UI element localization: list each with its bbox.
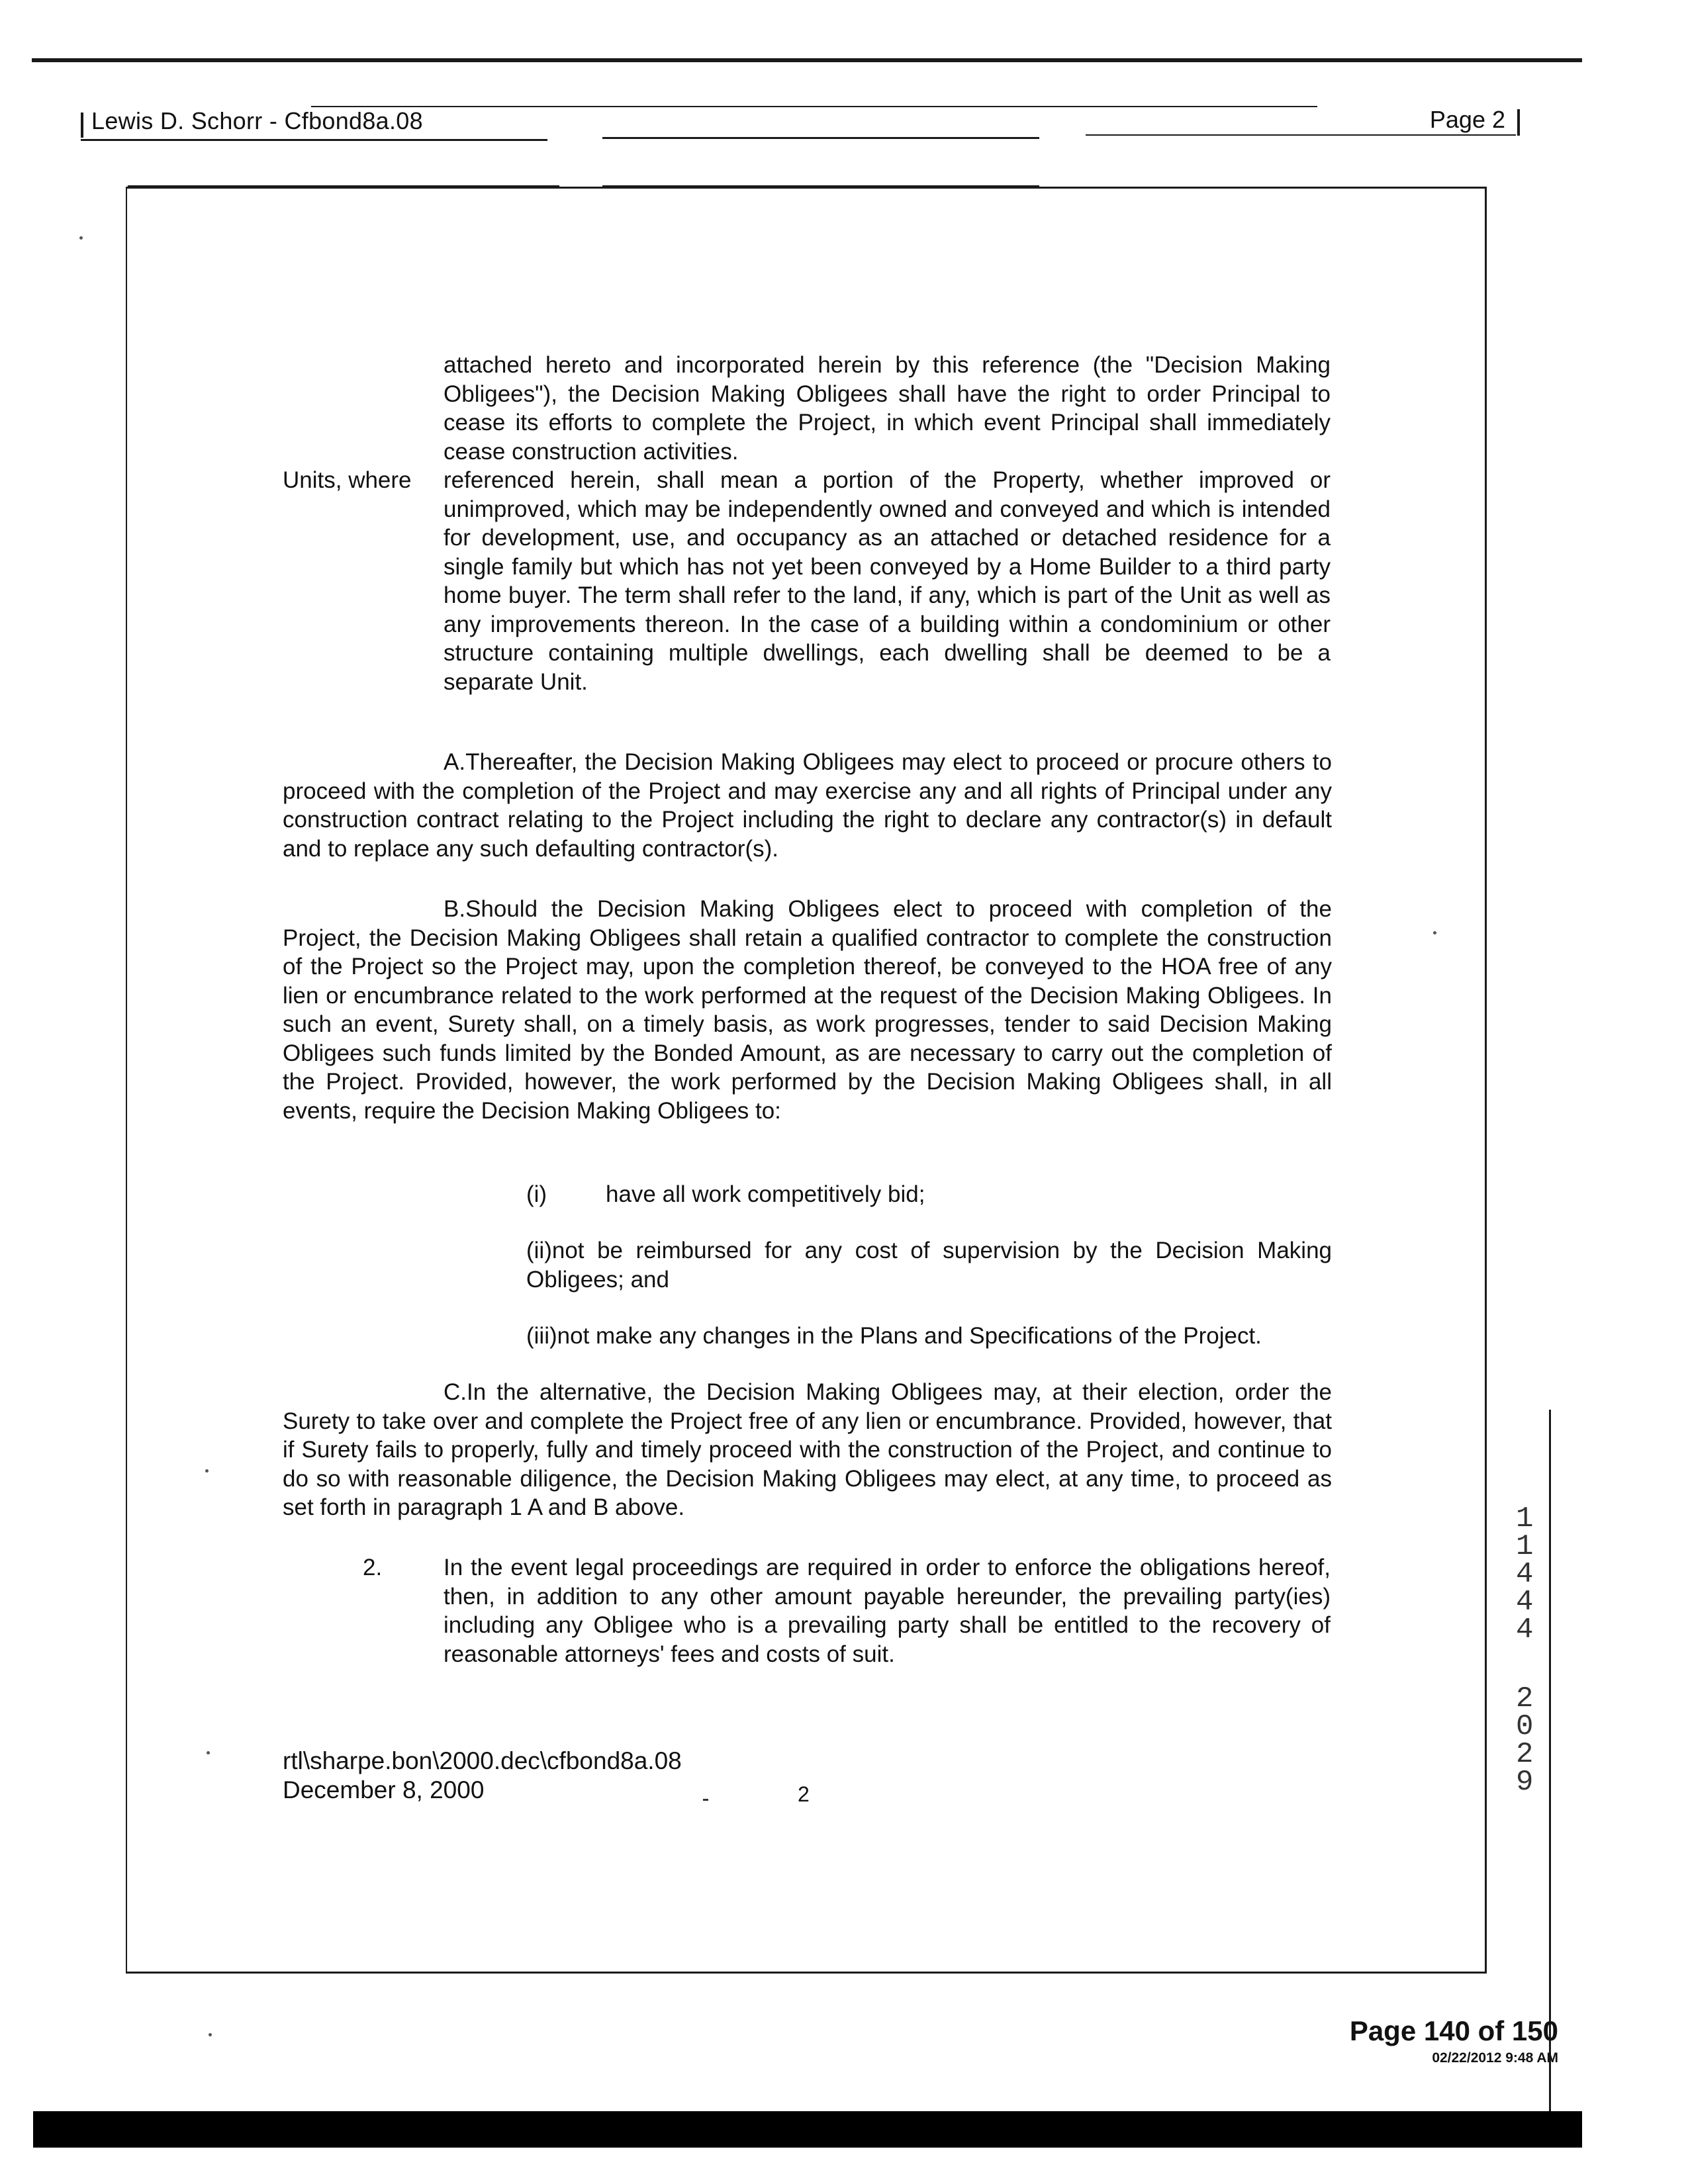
- paragraph-b: B.Should the Decision Making Obligees elect to proceed with completion of the Project, the Decision Making Obligees shall retain a qualified contractor to complete the construction of the Project so the Project may, upon the completion thereof, be conveyed to the HOA free of any lien or encumbrance related to the work performed at the request of the Decision Making Obligees. In such an event, Surety shall, on a timely basis, as work progresses, tender to said Decision Making Obligees such funds limited by the Bonded Amount, as are necessary to carry out the completion of the Project. Provided, however, the work performed by the Decision Making Obligees shall, in all events, require the Decision Making Obligees to:: [283, 896, 1332, 1124]
- header-topline: [311, 106, 1317, 107]
- item-iii: (iii)not make any changes in the Plans and Specifications of the Project.: [526, 1323, 1262, 1349]
- footer-file-path: rtl\sharpe.bon\2000.dec\cfbond8a.08: [283, 1747, 682, 1774]
- header-left-label: Lewis D. Schorr - Cfbond8a.08: [91, 107, 423, 134]
- scan-speck: [1433, 931, 1436, 934]
- paragraph-a: A.Thereafter, the Decision Making Obligees may elect to proceed or procure others to proceed with the completion of the Project and may exercise any and all rights of Principal under any construction contract relating to the Project including the right to declare any contractor(s) in default and to replace any such defaulting contractor(s).: [283, 749, 1332, 862]
- stamp-digit: 4: [1516, 1558, 1534, 1591]
- stamp-digit: 2: [1516, 1738, 1534, 1771]
- page-timestamp: 02/22/2012 9:48 AM: [1432, 2050, 1558, 2066]
- stamp-digit: 4: [1516, 1586, 1534, 1619]
- side-stamp: [1516, 1502, 1542, 1833]
- stamp-digit: 0: [1516, 1710, 1534, 1743]
- intro-paragraph: attached hereto and incorporated herein by this reference (the "Decision Making Obligees"), the Decision Making Obligees shall have the right to order Principal to cease its efforts to complete the Project, in which event Principal shall immediately cease construction activities.: [444, 352, 1331, 465]
- units-lead: Units, where: [283, 467, 412, 493]
- item-i-marker: (i): [526, 1181, 547, 1207]
- scan-speck: [79, 236, 83, 240]
- header-page-label: Page 2: [1429, 106, 1505, 133]
- stamp-digit: 4: [1516, 1614, 1534, 1647]
- scan-speck: [209, 2033, 212, 2036]
- footer-date: December 8, 2000: [283, 1776, 485, 1803]
- footer-dash: [703, 1799, 708, 1801]
- header-right-bracket: [1517, 109, 1520, 136]
- item-i-text: have all work competitively bid;: [606, 1181, 925, 1207]
- scan-speck: [207, 1751, 210, 1754]
- header-left-bracket: [81, 113, 83, 138]
- stamp-digit: 1: [1516, 1502, 1534, 1535]
- footer-page-number: 2: [798, 1782, 810, 1806]
- header-underline-1: [81, 139, 547, 141]
- frame-top-gap-1: [128, 185, 559, 187]
- page-counter: Page 140 of 150: [1349, 2015, 1558, 2046]
- header-underline-2: [602, 137, 1039, 139]
- section-2-number: 2.: [363, 1555, 383, 1580]
- top-rule: [32, 58, 1582, 62]
- units-paragraph: referenced herein, shall mean a portion of the Property, whether improved or unimproved, which may be independently owned and conveyed and which is intended for development, use, and occupancy as an attached or detached residence for a single family but which has not yet been conveyed by a Home Builder to a third party home buyer. The term shall refer to the land, if any, which is part of the Unit as well as any improvements thereon. In the case of a building within a condominium or other structure containing multiple dwellings, each dwelling shall be deemed to be a separate Unit.: [444, 467, 1331, 695]
- stamp-digit: 1: [1516, 1530, 1534, 1563]
- item-ii: (ii)not be reimbursed for any cost of supervision by the Decision Making Obligees; and: [526, 1238, 1332, 1293]
- stamp-digit: 2: [1516, 1682, 1534, 1715]
- section-2-text: In the event legal proceedings are required in order to enforce the obligations hereof, then, in addition to any other amount payable hereunder, the prevailing party(ies) including any Obligee who is a prevailing party shall be entitled to the recovery of reasonable attorneys' fees and costs of suit.: [444, 1555, 1331, 1667]
- frame-top-gap-2: [602, 185, 1039, 187]
- paragraph-c: C.In the alternative, the Decision Making Obligees may, at their election, order the Surety to take over and complete the Project free of any lien or encumbrance. Provided, however, that if Surety fails to properly, fully and timely proceed with the construction of the Project, and continue to do so with reasonable diligence, the Decision Making Obligees may elect, at any time, to proceed as set forth in paragraph 1 A and B above.: [283, 1379, 1332, 1520]
- bottom-band: [33, 2111, 1582, 2148]
- header-underline-3: [1086, 134, 1516, 136]
- scan-speck: [205, 1469, 209, 1473]
- stamp-digit: 9: [1516, 1766, 1534, 1799]
